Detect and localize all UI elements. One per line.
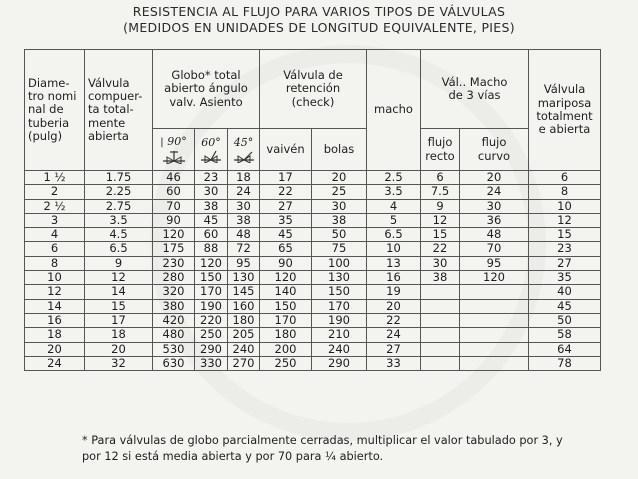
- table-cell: 48: [460, 228, 529, 242]
- table-row: [25, 328, 601, 342]
- table-cell: 8: [25, 256, 85, 270]
- table-cell: 12: [421, 213, 460, 227]
- table-row: [25, 285, 601, 299]
- header-bolas: bolas: [312, 129, 367, 171]
- table-cell: 330: [195, 356, 228, 370]
- globe-valve-icon: [161, 150, 187, 164]
- table-cell: 17: [260, 171, 312, 185]
- table-cell: 19: [367, 285, 421, 299]
- table-cell: 9: [421, 199, 460, 213]
- table-cell: 380: [153, 299, 195, 313]
- header-tres-vias: Vál.. Macho de 3 vías: [421, 50, 529, 129]
- table-cell: 190: [312, 313, 367, 327]
- table-cell: 72: [228, 242, 260, 256]
- table-cell: 23: [529, 242, 601, 256]
- table-cell: 2.5: [367, 171, 421, 185]
- table-cell: 35: [529, 271, 601, 285]
- title-line-1: RESISTENCIA AL FLUJO PARA VARIOS TIPOS DE VÁLVULAS: [132, 4, 506, 19]
- table-cell: 12: [529, 213, 601, 227]
- table-cell: [460, 342, 529, 356]
- table-cell: 64: [529, 342, 601, 356]
- table-cell: 50: [529, 313, 601, 327]
- table-cell: 2 ½: [25, 199, 85, 213]
- table-cell: 240: [228, 342, 260, 356]
- header-flujo-recto: flujo recto: [421, 129, 460, 171]
- resistance-table: [24, 49, 601, 371]
- table-cell: 18: [85, 328, 153, 342]
- table-cell: 4.5: [85, 228, 153, 242]
- header-angle-45: 45°: [228, 129, 260, 171]
- table-cell: 145: [228, 285, 260, 299]
- table-cell: 22: [421, 242, 460, 256]
- table-cell: 60: [153, 185, 195, 199]
- table-cell: 16: [25, 313, 85, 327]
- table-cell: 95: [228, 256, 260, 270]
- table-cell: 30: [460, 199, 529, 213]
- table-cell: [460, 328, 529, 342]
- table-cell: 160: [228, 299, 260, 313]
- table-row: [25, 299, 601, 313]
- table-title: [0, 4, 638, 36]
- table-cell: 120: [260, 271, 312, 285]
- table-row: [25, 271, 601, 285]
- table-cell: 14: [25, 299, 85, 313]
- table-cell: 90: [153, 213, 195, 227]
- table-cell: 32: [85, 356, 153, 370]
- table-cell: 30: [421, 256, 460, 270]
- table-cell: 130: [312, 271, 367, 285]
- table-cell: 22: [260, 185, 312, 199]
- table-cell: 10: [25, 271, 85, 285]
- table-cell: 50: [312, 228, 367, 242]
- table-cell: 20: [460, 171, 529, 185]
- table-cell: 10: [529, 199, 601, 213]
- table-cell: 15: [529, 228, 601, 242]
- table-cell: 240: [312, 342, 367, 356]
- table-row: [25, 342, 601, 356]
- table-cell: 16: [367, 271, 421, 285]
- table-cell: 6.5: [85, 242, 153, 256]
- table-cell: [421, 285, 460, 299]
- table-cell: 12: [25, 285, 85, 299]
- table-cell: 15: [85, 299, 153, 313]
- header-macho: macho: [367, 50, 421, 171]
- table-cell: 90: [260, 256, 312, 270]
- table-cell: 27: [367, 342, 421, 356]
- table-row: [25, 199, 601, 213]
- table-cell: 75: [312, 242, 367, 256]
- footnote: [82, 433, 622, 465]
- table-cell: 4: [367, 199, 421, 213]
- header-compuerta: Válvula compuer- ta total- mente abierta: [85, 50, 153, 171]
- table-cell: [460, 299, 529, 313]
- table-cell: 20: [25, 342, 85, 356]
- table-cell: 270: [228, 356, 260, 370]
- table-cell: 45: [529, 299, 601, 313]
- table-cell: 290: [195, 342, 228, 356]
- table-cell: 33: [367, 356, 421, 370]
- table-row: [25, 228, 601, 242]
- table-cell: [421, 299, 460, 313]
- header-retencion: Válvula de retención (check): [260, 50, 367, 129]
- table-cell: 12: [85, 271, 153, 285]
- table-cell: 170: [260, 313, 312, 327]
- table-cell: 48: [228, 228, 260, 242]
- table-cell: 190: [195, 299, 228, 313]
- table-cell: 3.5: [367, 185, 421, 199]
- table-cell: 65: [260, 242, 312, 256]
- table-cell: 30: [228, 199, 260, 213]
- table-cell: [421, 342, 460, 356]
- table-row: [25, 256, 601, 270]
- table-cell: 480: [153, 328, 195, 342]
- table-cell: 27: [260, 199, 312, 213]
- table-cell: 24: [367, 328, 421, 342]
- table-cell: 320: [153, 285, 195, 299]
- table-cell: [421, 313, 460, 327]
- table-cell: 58: [529, 328, 601, 342]
- angle-valve-icon: [199, 149, 223, 163]
- header-angle-90: | 90°: [153, 129, 195, 171]
- header-globo: Globo* total abierto ángulo valv. Asiento: [153, 50, 260, 129]
- table-cell: 280: [153, 271, 195, 285]
- table-row: [25, 213, 601, 227]
- table-cell: 6: [25, 242, 85, 256]
- table-cell: 36: [460, 213, 529, 227]
- table-row: [25, 185, 601, 199]
- table-cell: 120: [153, 228, 195, 242]
- table-cell: 24: [228, 185, 260, 199]
- table-cell: 9: [85, 256, 153, 270]
- table-cell: 27: [529, 256, 601, 270]
- table-cell: 70: [460, 242, 529, 256]
- table-cell: 35: [260, 213, 312, 227]
- table-cell: [421, 356, 460, 370]
- table-cell: 8: [529, 185, 601, 199]
- table-cell: 78: [529, 356, 601, 370]
- table-body: [25, 171, 601, 371]
- table-cell: 18: [25, 328, 85, 342]
- table-cell: 200: [260, 342, 312, 356]
- header-flujo-curvo: flujo curvo: [460, 129, 529, 171]
- table-cell: 150: [260, 299, 312, 313]
- table-cell: 5: [367, 213, 421, 227]
- table-cell: 70: [153, 199, 195, 213]
- table-cell: 30: [312, 199, 367, 213]
- table-row: [25, 313, 601, 327]
- table-cell: 150: [312, 285, 367, 299]
- table-cell: 20: [85, 342, 153, 356]
- table-cell: [460, 313, 529, 327]
- table-cell: 230: [153, 256, 195, 270]
- table-cell: 170: [195, 285, 228, 299]
- table-cell: 30: [195, 185, 228, 199]
- y-valve-icon: [232, 149, 256, 163]
- title-line-2: (MEDIDOS EN UNIDADES DE LONGITUD EQUIVALENTE, PIES): [123, 20, 515, 35]
- table-cell: 180: [260, 328, 312, 342]
- table-cell: 24: [460, 185, 529, 199]
- table-cell: 24: [25, 356, 85, 370]
- table-cell: 60: [195, 228, 228, 242]
- table-row: [25, 356, 601, 370]
- table-cell: 45: [195, 213, 228, 227]
- table-cell: [460, 356, 529, 370]
- table-cell: 250: [260, 356, 312, 370]
- table-cell: 420: [153, 313, 195, 327]
- table-cell: 2: [25, 185, 85, 199]
- table-cell: 23: [195, 171, 228, 185]
- table-cell: 40: [529, 285, 601, 299]
- table-row: [25, 171, 601, 185]
- table-cell: 38: [421, 271, 460, 285]
- table-cell: 6.5: [367, 228, 421, 242]
- table-row: [25, 242, 601, 256]
- table-cell: 15: [421, 228, 460, 242]
- table-cell: 1.75: [85, 171, 153, 185]
- table-cell: 150: [195, 271, 228, 285]
- table-cell: [421, 328, 460, 342]
- table-cell: 3: [25, 213, 85, 227]
- table-cell: 3.5: [85, 213, 153, 227]
- table-cell: 2.75: [85, 199, 153, 213]
- table-cell: 1 ½: [25, 171, 85, 185]
- table-cell: 25: [312, 185, 367, 199]
- footnote-line-2: por 12 si está media abierta y por 70 para ¼ abierto.: [82, 450, 384, 463]
- table-cell: 20: [367, 299, 421, 313]
- table-cell: 530: [153, 342, 195, 356]
- table-cell: 17: [85, 313, 153, 327]
- table-cell: 14: [85, 285, 153, 299]
- table-cell: 45: [260, 228, 312, 242]
- table-cell: 20: [312, 171, 367, 185]
- table-cell: 220: [195, 313, 228, 327]
- table-cell: 13: [367, 256, 421, 270]
- table-cell: [460, 285, 529, 299]
- table-cell: 170: [312, 299, 367, 313]
- table-cell: 120: [460, 271, 529, 285]
- table-cell: 38: [195, 199, 228, 213]
- header-angle-60: 60°: [195, 129, 228, 171]
- table-cell: 2.25: [85, 185, 153, 199]
- table-cell: 95: [460, 256, 529, 270]
- table-cell: 6: [529, 171, 601, 185]
- table-cell: 22: [367, 313, 421, 327]
- table-cell: 46: [153, 171, 195, 185]
- table-cell: 38: [228, 213, 260, 227]
- table-cell: 130: [228, 271, 260, 285]
- table-cell: 290: [312, 356, 367, 370]
- header-vaiven: vaivén: [260, 129, 312, 171]
- table-cell: 120: [195, 256, 228, 270]
- header-mariposa: Válvula mariposa totalment e abierta: [529, 50, 601, 171]
- table-cell: 180: [228, 313, 260, 327]
- table-cell: 18: [228, 171, 260, 185]
- table-cell: 38: [312, 213, 367, 227]
- table-cell: 205: [228, 328, 260, 342]
- header-diametro: Diame- tro nomi nal de tuberia (pulg): [25, 50, 85, 171]
- footnote-line-1: * Para válvulas de globo parcialmente cerradas, multiplicar el valor tabulado por 3, y: [82, 434, 563, 447]
- table-cell: 250: [195, 328, 228, 342]
- table-cell: 140: [260, 285, 312, 299]
- table-cell: 4: [25, 228, 85, 242]
- table-cell: 630: [153, 356, 195, 370]
- table-cell: 210: [312, 328, 367, 342]
- table-cell: 100: [312, 256, 367, 270]
- table-cell: 6: [421, 171, 460, 185]
- table-cell: 7.5: [421, 185, 460, 199]
- table-cell: 88: [195, 242, 228, 256]
- table-cell: 10: [367, 242, 421, 256]
- table-cell: 175: [153, 242, 195, 256]
